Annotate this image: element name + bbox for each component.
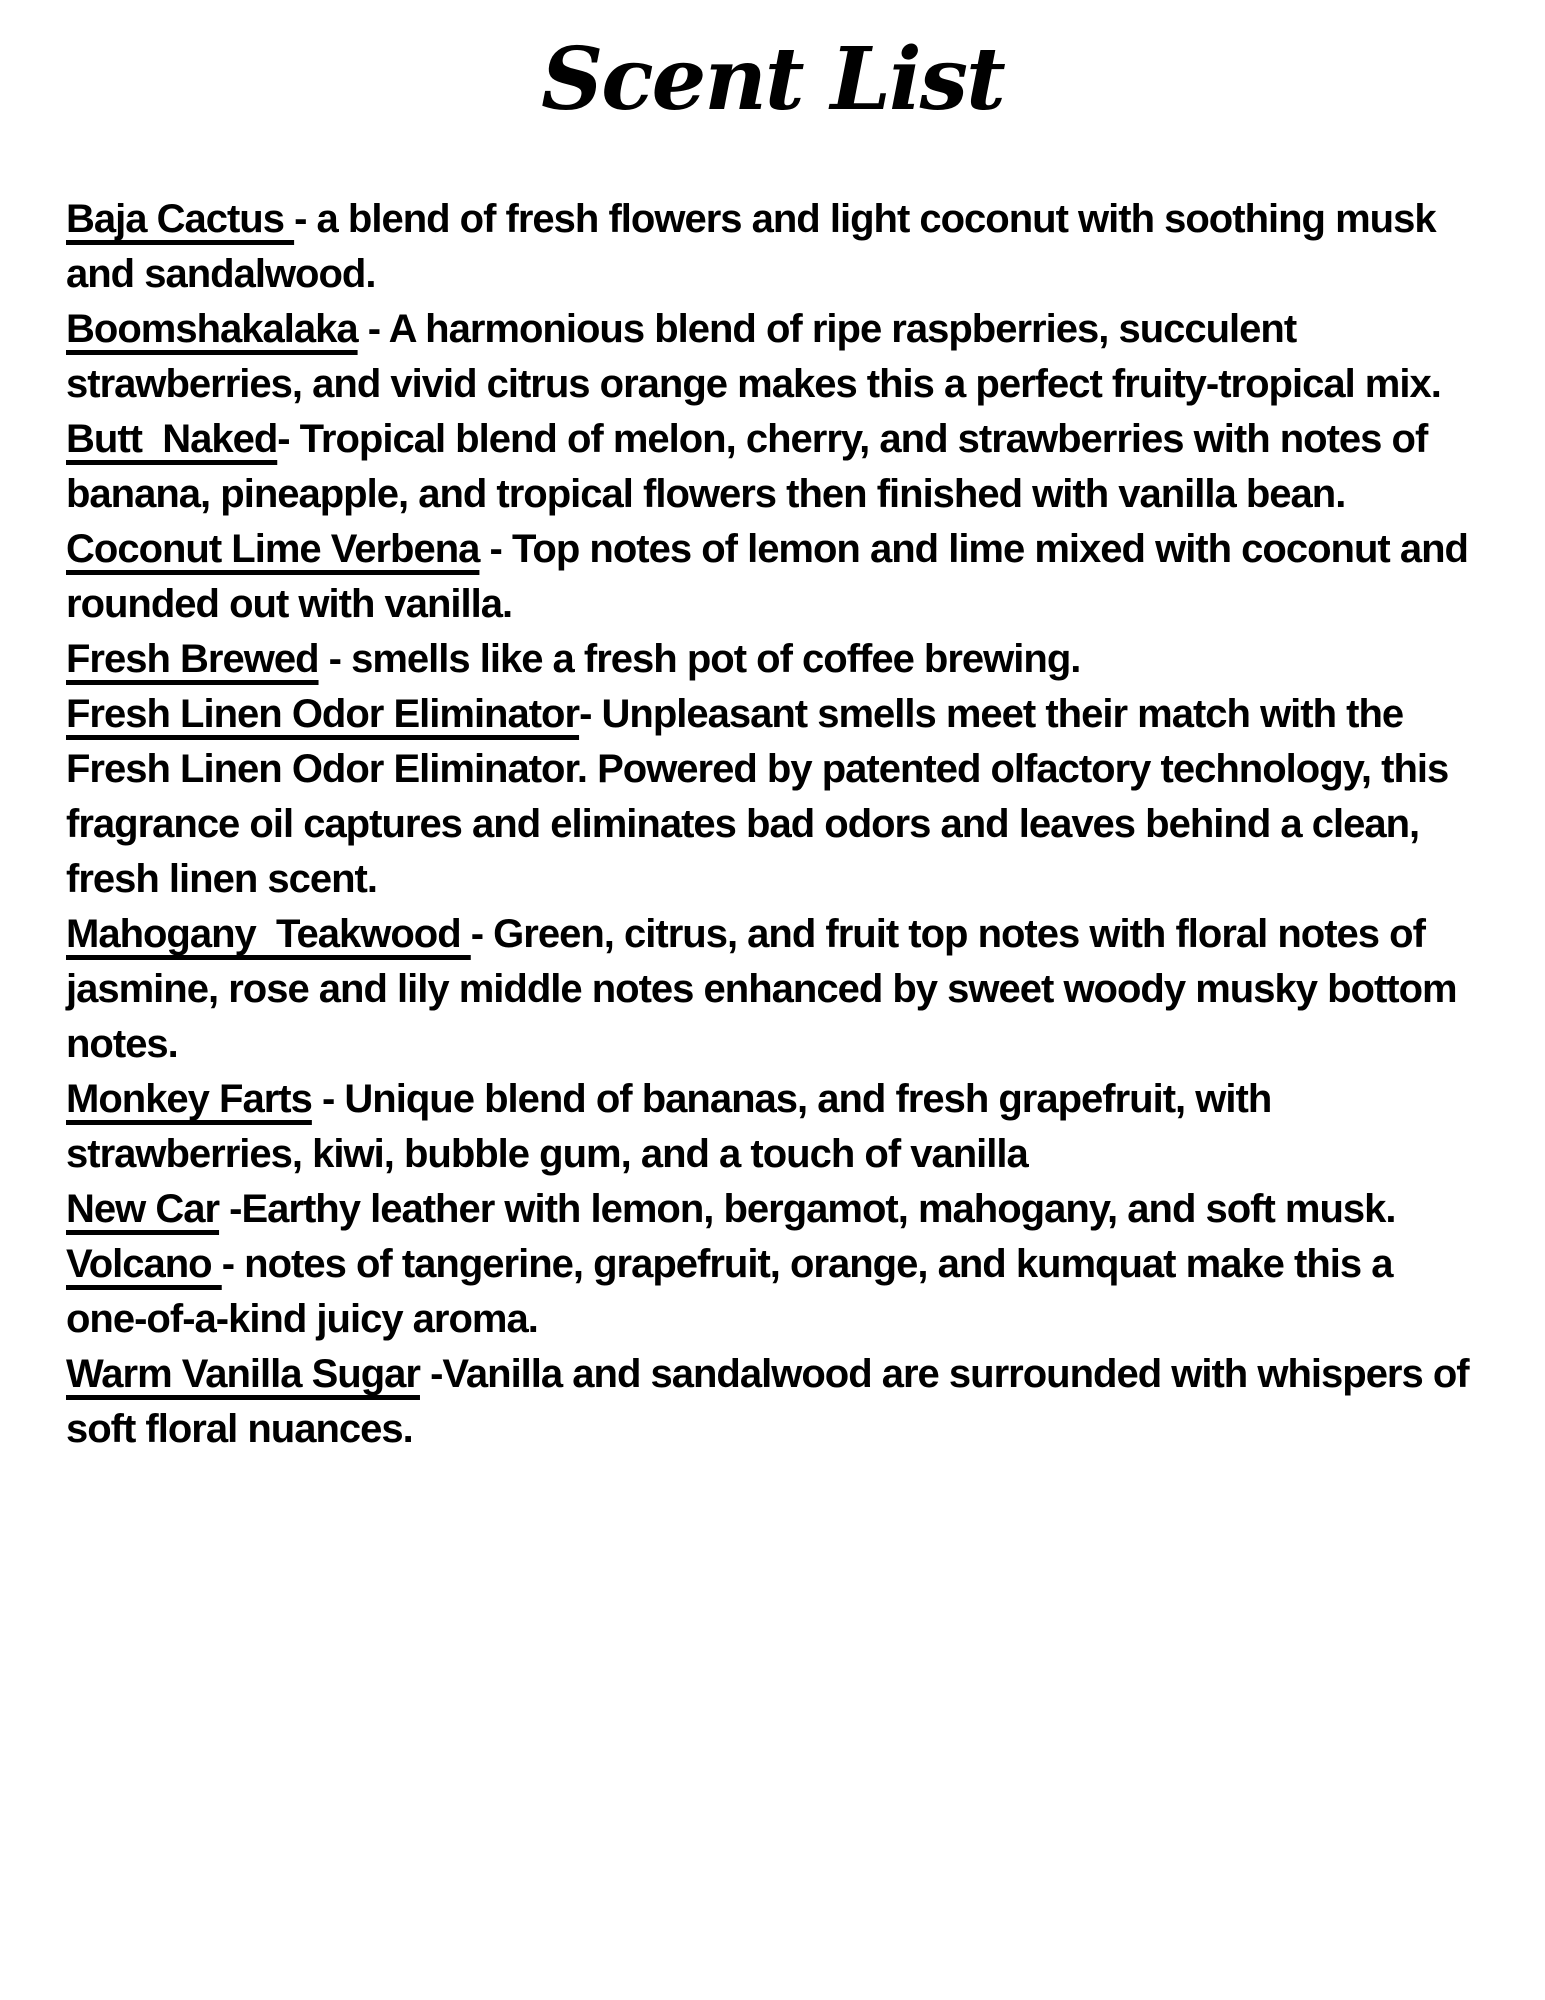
- scent-entry: [66, 687, 1475, 907]
- scent-entry: [66, 1347, 1479, 1457]
- scent-entry: [66, 302, 1475, 412]
- scent-name: Volcano: [66, 1241, 222, 1286]
- scent-entry: [66, 1237, 1475, 1347]
- scent-description: - A harmonious blend of ripe raspberries, succulent strawberries, and vivid citrus orange makes this a perfect fruity-tropical mix.: [66, 306, 1441, 406]
- scent-name: Warm Vanilla Sugar: [66, 1351, 420, 1396]
- scent-description: - Green, citrus, and fruit top notes with floral notes of jasmine, rose and lily middle notes enhanced by sweet woody musky bottom notes.: [66, 911, 1467, 1066]
- scent-description: - notes of tangerine, grapefruit, orange, and kumquat make this a one-of-a-kind juicy aroma.: [66, 1241, 1403, 1341]
- page-title: Scent List: [541, 29, 1004, 130]
- scent-name: Butt Naked: [66, 416, 278, 461]
- scent-entry: [66, 907, 1475, 1072]
- scent-name: Monkey Farts: [66, 1076, 312, 1121]
- scent-name: Coconut Lime Verbena: [66, 526, 480, 571]
- scent-name: New Car: [66, 1186, 220, 1231]
- scent-description: - smells like a fresh pot of coffee brewing.: [318, 636, 1081, 681]
- scent-description: - a blend of fresh flowers and light coconut with soothing musk and sandalwood.: [66, 196, 1446, 296]
- scent-name: Boomshakalaka: [66, 306, 358, 351]
- scent-entry: [66, 522, 1479, 632]
- scent-name: Fresh Brewed: [66, 636, 319, 681]
- scent-entry: [66, 1182, 1475, 1237]
- scent-description: - Tropical blend of melon, cherry, and strawberries with notes of banana, pineapple, and tropical flowers then finished with vanilla bean.: [66, 416, 1438, 516]
- scent-description: -Vanilla and sandalwood are surrounded with whispers of soft floral nuances.: [66, 1351, 1479, 1451]
- scent-name: Baja Cactus: [66, 196, 295, 241]
- scent-list: [0, 192, 1545, 1457]
- scent-entry: [66, 632, 1475, 687]
- scent-description: - Unique blend of bananas, and fresh grapefruit, with strawberries, kiwi, bubble gum, and a touch of vanilla: [66, 1076, 1282, 1176]
- scent-description: -Earthy leather with lemon, bergamot, mahogany, and soft musk.: [219, 1186, 1396, 1231]
- scent-description: - Unpleasant smells meet their match with the Fresh Linen Odor Eliminator. Powered by patented olfactory technology, this fragrance oil captures and eliminates bad odors and leaves behind a clean, fresh linen scent.: [66, 691, 1459, 901]
- scent-entry: [66, 192, 1475, 302]
- scent-description: - Top notes of lemon and lime mixed with coconut and rounded out with vanilla.: [66, 526, 1479, 626]
- scent-name: Fresh Linen Odor Eliminator: [66, 691, 580, 736]
- scent-entry: [66, 412, 1475, 522]
- scent-name: Mahogany Teakwood: [66, 911, 471, 956]
- scent-entry: [66, 1072, 1475, 1182]
